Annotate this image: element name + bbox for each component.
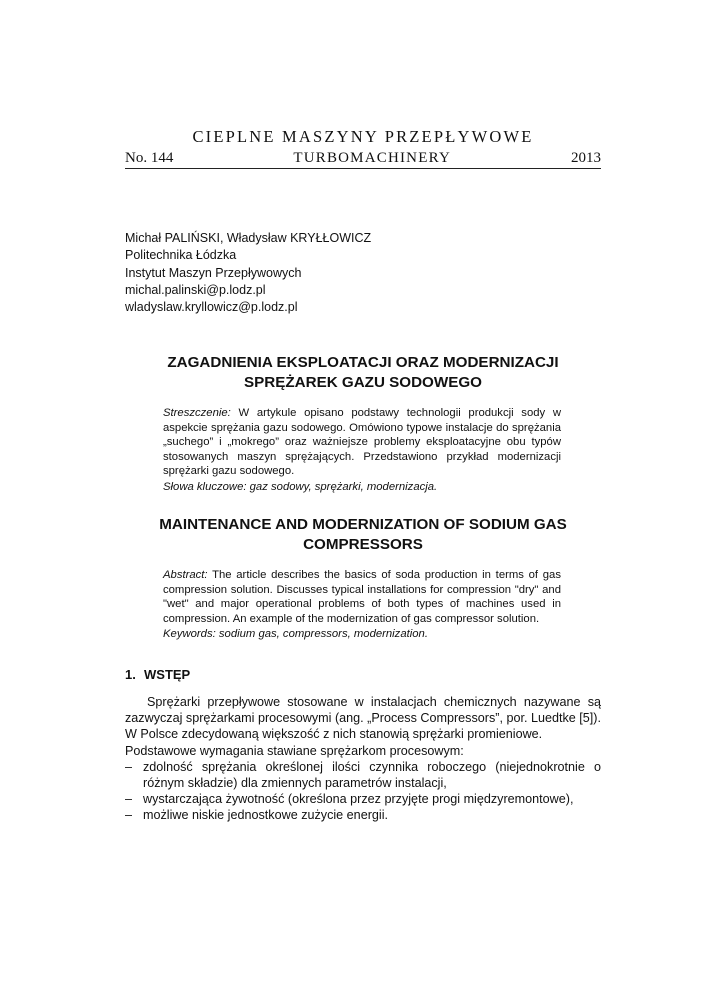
title-polish (125, 353, 601, 393)
abstract-polish (163, 406, 561, 495)
abstract-polish-text (163, 406, 561, 479)
section-number: 1. (125, 667, 136, 682)
list-item (125, 807, 601, 823)
title-polish-line-2: SPRĘŻAREK GAZU SODOWEGO (244, 374, 482, 391)
abstract-english-text (163, 568, 561, 626)
intro-paragraph-2: Podstawowe wymagania stawiane sprężarkom procesowym: (125, 743, 464, 758)
keywords-polish-body: gaz sodowy, sprężarki, modernizacja. (246, 480, 438, 493)
list-dash: – (125, 808, 133, 823)
abstract-english (163, 568, 561, 642)
section-title: WSTĘP (144, 667, 191, 682)
author-names: Michał PALIŃSKI, Władysław KRYŁŁOWICZ (125, 231, 372, 245)
abstract-english-body: The article describes the basics of soda production in terms of gas compression solution. Discusses typical installations for compression "dry" and "wet" and major operational problems of both types of machines used in compression. An example of the modernization of gas compressor solution. (163, 569, 561, 625)
title-english-line-2: COMPRESSORS (303, 536, 423, 553)
list-item-text: możliwe niskie jednostkowe zużycie energii. (143, 808, 388, 823)
keywords-polish-label: Słowa kluczowe: (163, 480, 247, 493)
list-item-text: zdolność sprężania określonej ilości czynnika roboczego (niejednokrotnie o różnym składzie) dla zmiennych parametrów instalacji, (143, 759, 601, 791)
abstract-polish-label: Streszczenie: (163, 407, 231, 419)
list-item-text: wystarczająca żywotność (określona przez przyjęte progi międzyremontowe), (143, 792, 574, 807)
section-heading-intro (125, 667, 190, 682)
title-english (125, 515, 601, 555)
list-item (125, 759, 601, 791)
journal-series: TURBOMACHINERY (293, 150, 451, 166)
author-email-1: michal.palinski@p.lodz.pl (125, 282, 266, 297)
abstract-polish-body: W artykule opisano podstawy technologii produkcji sody w aspekcie sprężania gazu sodowego. Omówiono typowe instalacje do sprężania „suchego” i „mokrego” oraz ważniejsze problemy eksploatacyjne obu typów stosowanych maszyn sprężających. Przedstawiono przykład modernizacji sprężarki gazu sodowego. (163, 407, 561, 478)
keywords-english-body: sodium gas, compressors, modernization. (215, 628, 428, 641)
issue-line (125, 150, 601, 169)
intro-paragraph-1: Sprężarki przepływowe stosowane w instalacjach chemicznych nazywane są zazwyczaj sprężarkami procesowymi (ang. „Process Compressors”, por. Luedtke [5]). W Polsce zdecydowaną większość z nich stanowią sprężarki promieniowe. (125, 695, 601, 742)
section-body (125, 694, 601, 824)
keywords-polish (163, 480, 561, 495)
affiliation-university: Politechnika Łódzka (125, 248, 237, 263)
requirements-list (125, 759, 601, 824)
issue-year: 2013 (571, 150, 601, 166)
author-email-2: wladyslaw.kryllowicz@p.lodz.pl (125, 300, 298, 315)
journal-name: CIEPLNE MASZYNY PRZEPŁYWOWE (192, 127, 534, 146)
keywords-english (163, 627, 561, 642)
list-item (125, 791, 601, 807)
keywords-english-label: Keywords: (163, 628, 216, 641)
title-polish-line-1: ZAGADNIENIA EKSPLOATACJI ORAZ MODERNIZACJI (167, 354, 559, 371)
affiliation-institute: Instytut Maszyn Przepływowych (125, 265, 302, 280)
list-dash: – (125, 759, 133, 774)
title-english-line-1: MAINTENANCE AND MODERNIZATION OF SODIUM GAS (159, 516, 567, 533)
issue-number: No. 144 (125, 150, 174, 166)
list-dash: – (125, 792, 133, 807)
abstract-english-label: Abstract: (163, 569, 208, 581)
author-block (125, 230, 371, 316)
